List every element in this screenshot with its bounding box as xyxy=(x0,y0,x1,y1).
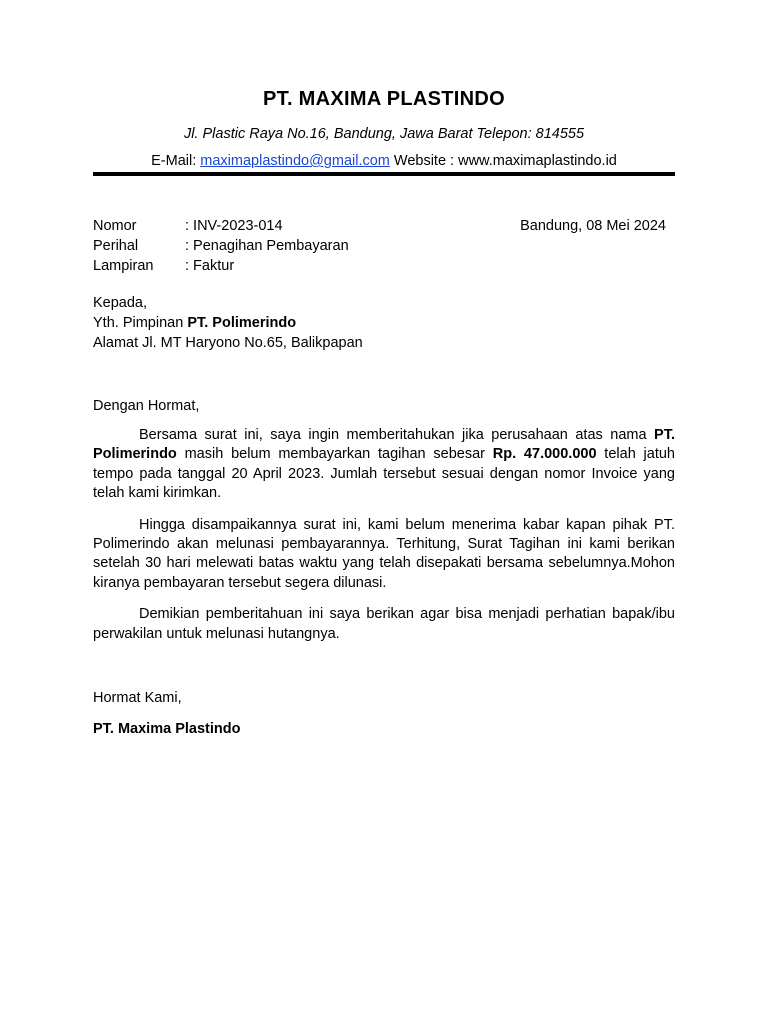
recipient-address: Alamat Jl. MT Haryono No.65, Balikpapan xyxy=(93,335,363,351)
meta-row-perihal xyxy=(93,236,675,256)
p1-text-b: masih belum membayarkan tagihan sebesar xyxy=(176,446,493,463)
salutation: Dengan Hormat, xyxy=(93,398,200,414)
signature-company: PT. Maxima Plastindo xyxy=(93,721,241,737)
company-contact-line xyxy=(0,153,768,169)
meta-row-lampiran xyxy=(93,256,675,276)
lampiran-value: : Faktur xyxy=(185,258,235,274)
letter-body xyxy=(93,426,675,656)
company-name-heading: PT. MAXIMA PLASTINDO xyxy=(263,88,505,110)
letter-date: Bandung, 08 Mei 2024 xyxy=(520,218,666,234)
perihal-label: Perihal xyxy=(93,238,139,254)
recipient-block xyxy=(93,293,675,353)
recipient-line xyxy=(93,313,675,333)
paragraph-3: Demikian pemberitahuan ini saya berikan agar bisa menjadi perhatian bapak/ibu perwakilan untuk melunasi hutangnya. xyxy=(93,606,675,642)
letter-meta xyxy=(93,216,675,276)
email-label: E-Mail: xyxy=(151,153,201,169)
nomor-value: : INV-2023-014 xyxy=(185,218,283,234)
meta-row-nomor xyxy=(93,216,675,236)
nomor-label: Nomor xyxy=(93,218,137,234)
paragraph-2: Hingga disampaikannya surat ini, kami belum menerima kabar kapan pihak PT. Polimerindo akan melunasi pembayarannya. Terhitung, Surat Tagihan ini kami berikan setelah 30 hari melewati batas waktu yang telah disepakati bersama sebelumnya.Mohon kiranya pembayaran tersebut segera dilunasi. xyxy=(93,516,675,591)
closing: Hormat Kami, xyxy=(93,690,182,706)
p1-amount: Rp. 47.000.000 xyxy=(492,446,597,463)
p1-text-a: Bersama surat ini, saya ingin memberitahukan jika perusahaan atas nama xyxy=(139,427,655,443)
yth-prefix: Yth. Pimpinan xyxy=(93,315,188,331)
email-link[interactable]: maximaplastindo@gmail.com xyxy=(200,153,390,169)
letterhead-divider xyxy=(93,172,675,176)
p1-text-c: telah jatuh tempo pada tanggal 20 April 2023. Jumlah tersebut sesuai dengan nomor Invoice yang telah kami kirimkan. xyxy=(93,446,675,501)
recipient-company: PT. Polimerindo xyxy=(187,315,297,331)
perihal-value: : Penagihan Pembayaran xyxy=(185,238,349,254)
p1-company: PT. Polimerindo xyxy=(93,427,675,463)
company-address: Jl. Plastic Raya No.16, Bandung, Jawa Barat Telepon: 814555 xyxy=(183,126,585,142)
kepada-line: Kepada, xyxy=(93,295,148,311)
website-text: Website : www.maximaplastindo.id xyxy=(389,153,617,169)
lampiran-label: Lampiran xyxy=(93,258,154,274)
paragraph-1 xyxy=(93,426,675,503)
